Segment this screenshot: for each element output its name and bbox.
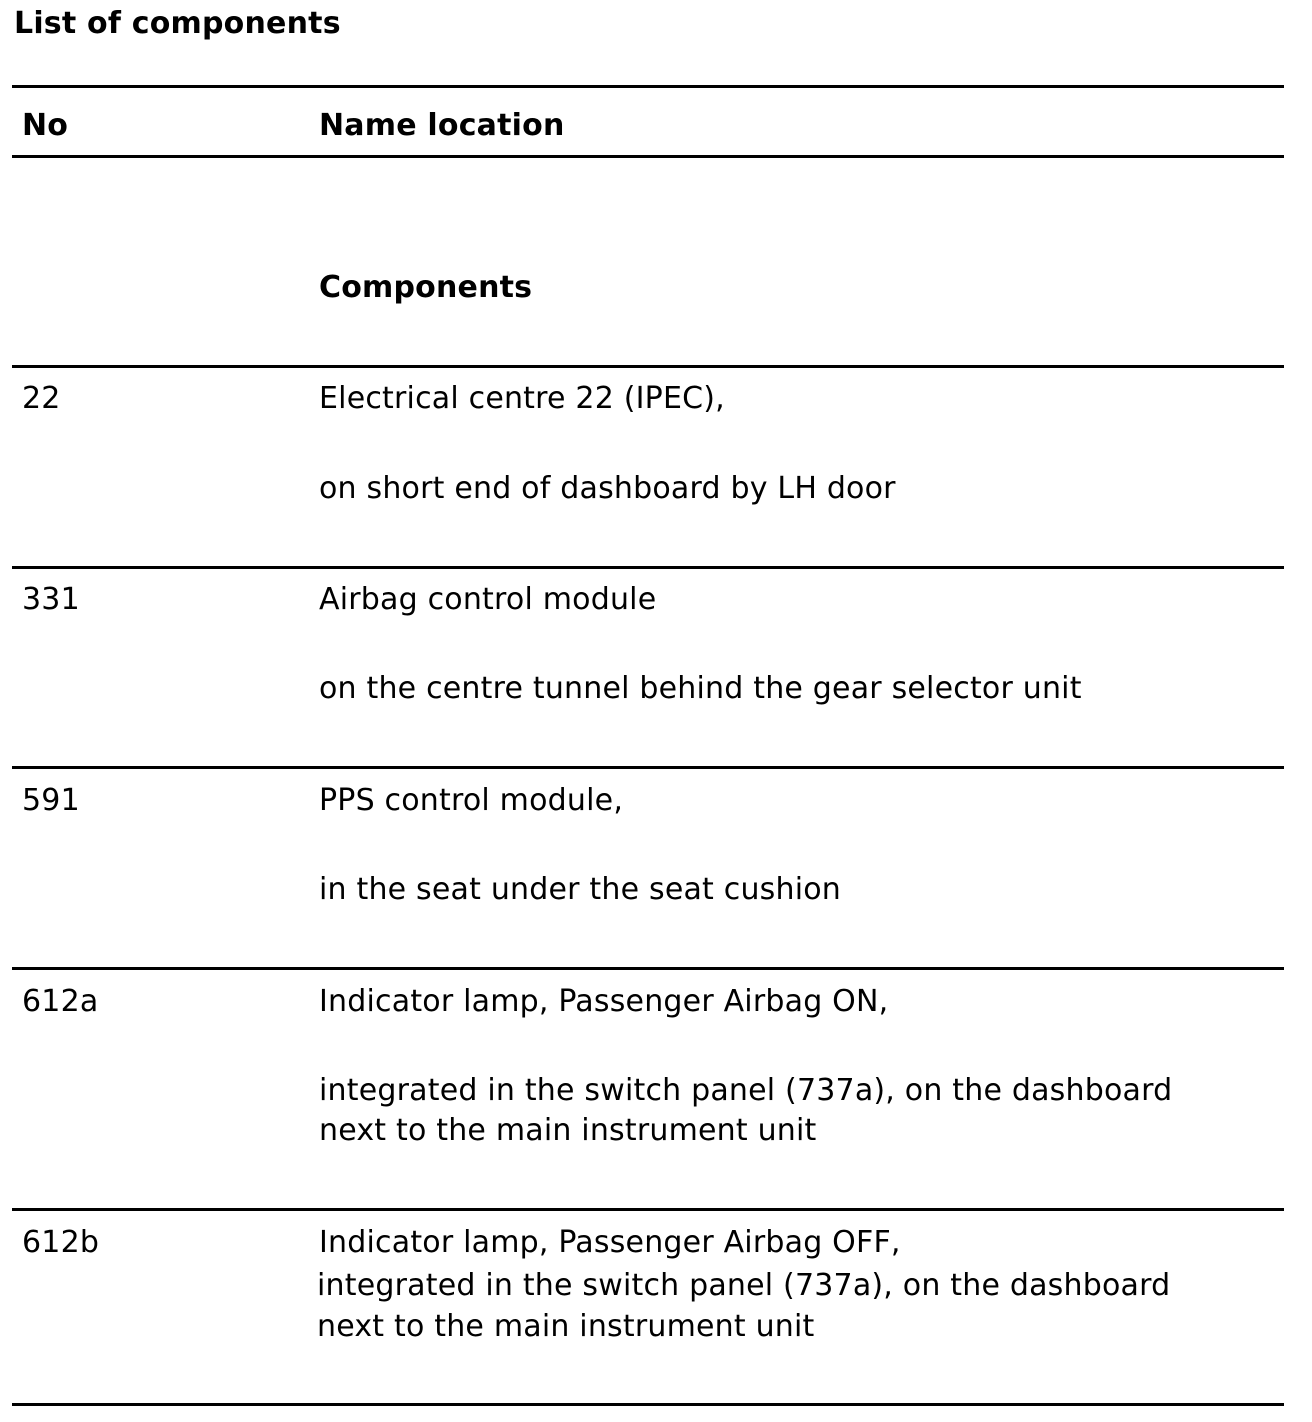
header-no: No <box>22 108 69 143</box>
row-location: on short end of dashboard by LH door <box>319 471 896 506</box>
header-name-location: Name location <box>319 108 565 143</box>
page-title: List of components <box>14 6 341 41</box>
row-no: 612b <box>22 1225 100 1260</box>
row-location: on the centre tunnel behind the gear selector unit <box>319 671 1082 706</box>
row-location-continued: next to the main instrument unit <box>317 1309 815 1344</box>
row-name: Indicator lamp, Passenger Airbag ON, <box>319 984 889 1019</box>
row-name: Airbag control module <box>319 582 657 617</box>
row-no: 612a <box>22 984 99 1019</box>
row-divider <box>12 365 1284 368</box>
header-bottom-rule <box>12 155 1284 158</box>
row-no: 331 <box>22 582 80 617</box>
row-divider <box>12 967 1284 970</box>
row-divider <box>12 1208 1284 1211</box>
row-no: 22 <box>22 381 61 416</box>
row-name: PPS control module, <box>319 783 624 818</box>
row-location: integrated in the switch panel (737a), on the dashboard <box>319 1073 1173 1108</box>
row-location: in the seat under the seat cushion <box>319 872 842 907</box>
row-location-continued: next to the main instrument unit <box>319 1113 817 1148</box>
row-name: Indicator lamp, Passenger Airbag OFF, <box>319 1225 901 1260</box>
row-divider <box>12 766 1284 769</box>
table-top-rule <box>12 85 1284 88</box>
row-name: Electrical centre 22 (IPEC), <box>319 381 725 416</box>
row-no: 591 <box>22 783 80 818</box>
table-bottom-rule <box>12 1403 1284 1406</box>
row-divider <box>12 566 1284 569</box>
row-location: integrated in the switch panel (737a), on the dashboard <box>317 1268 1171 1303</box>
section-label: Components <box>319 270 533 305</box>
